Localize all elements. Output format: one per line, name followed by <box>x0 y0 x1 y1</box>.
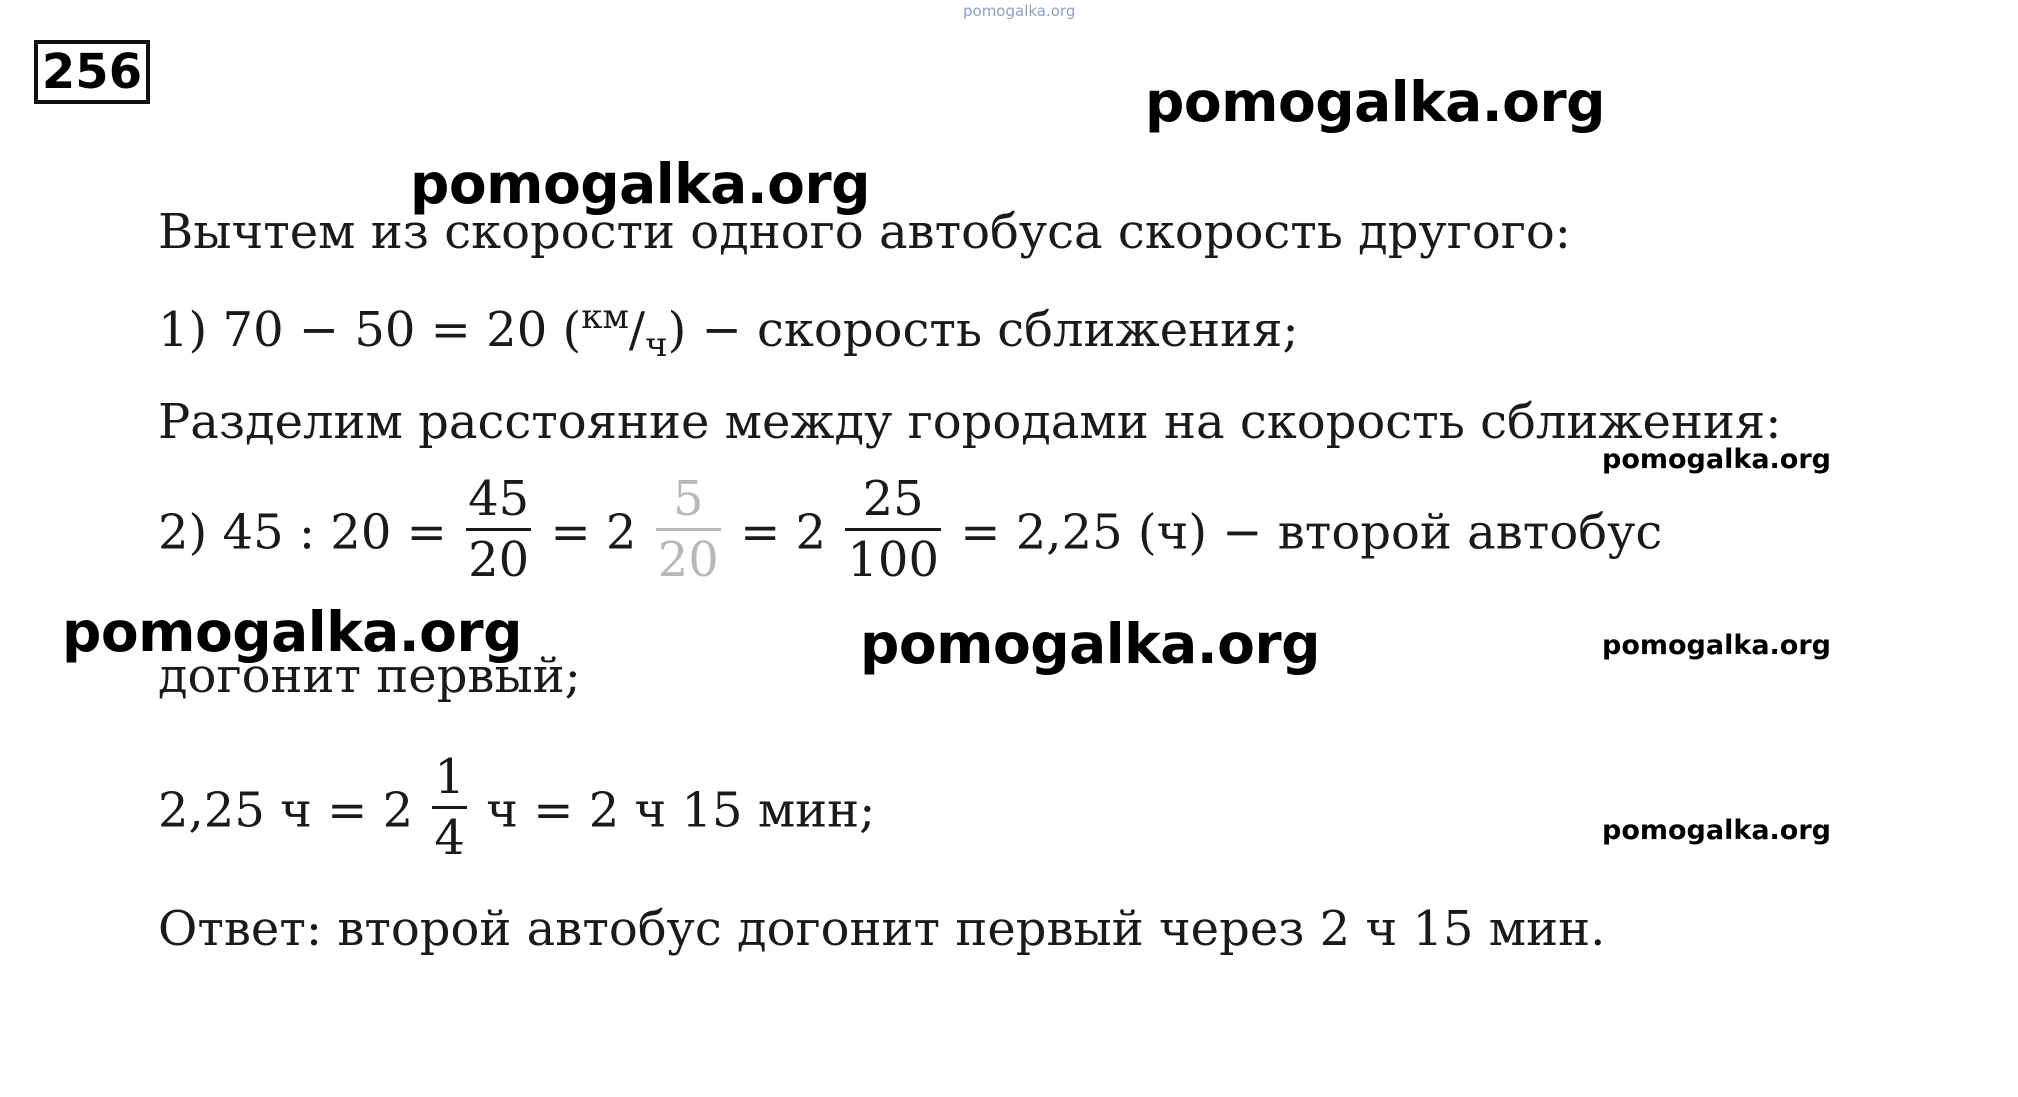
fraction-numerator: 1 <box>434 749 465 805</box>
divide-line: Разделим расстояние между городами на скорость сближения: <box>158 394 1782 450</box>
watermark-small-1: pomogalka.org <box>1602 444 1831 475</box>
unit-slash: / <box>628 302 646 358</box>
conversion-prefix: 2,25 ч = 2 <box>158 782 414 839</box>
step2-eq2: = 2 <box>740 504 827 561</box>
fraction-bar <box>845 528 941 531</box>
watermark-small-2: pomogalka.org <box>1602 630 1831 661</box>
problem-number: 256 <box>34 40 150 104</box>
watermark-top-tiny: pomogalka.org <box>963 2 1076 20</box>
unit-numerator: км <box>581 297 629 337</box>
fraction-numerator: 5 <box>673 471 704 527</box>
fraction-numerator: 25 <box>862 471 924 527</box>
fraction-bar <box>656 528 721 531</box>
fraction-bar <box>432 806 467 809</box>
step2-suffix: = 2,25 (ч) − второй автобус <box>960 504 1663 561</box>
watermark-big-upper-left: pomogalka.org <box>410 152 870 216</box>
watermark-big-right: pomogalka.org <box>1145 70 1605 134</box>
answer-line: Ответ: второй автобус догонит первый через 2 ч 15 мин. <box>158 901 1606 957</box>
step2-eq1: = 2 <box>550 504 637 561</box>
fraction-denominator: 20 <box>468 532 530 589</box>
intro-line: Вычтем из скорости одного автобуса скорость другого: <box>158 204 1571 260</box>
watermark-big-left: pomogalka.org <box>62 600 522 664</box>
watermark-big-center: pomogalka.org <box>860 612 1320 676</box>
watermark-small-3: pomogalka.org <box>1602 815 1831 846</box>
step1-line <box>158 297 1299 365</box>
fraction-5-20 <box>656 471 721 589</box>
step1-suffix: ) − скорость сближения; <box>667 302 1299 358</box>
fraction-denominator: 4 <box>434 810 465 867</box>
fraction-25-100 <box>845 471 941 589</box>
fraction-1-4 <box>432 749 467 867</box>
conversion-suffix: ч = 2 ч 15 мин; <box>486 782 876 839</box>
step1-prefix: 1) 70 − 50 = 20 ( <box>158 302 582 358</box>
fraction-45-20 <box>466 471 531 589</box>
step2-line <box>158 471 1663 592</box>
fraction-bar <box>466 528 531 531</box>
conversion-line <box>158 749 876 870</box>
fraction-numerator: 45 <box>468 471 530 527</box>
step2-continuation: догонит первый; <box>158 648 581 704</box>
unit-denominator: ч <box>645 325 668 365</box>
fraction-denominator: 20 <box>657 532 719 589</box>
step2-prefix: 2) 45 : 20 = <box>158 504 447 561</box>
fraction-denominator: 100 <box>847 532 939 589</box>
